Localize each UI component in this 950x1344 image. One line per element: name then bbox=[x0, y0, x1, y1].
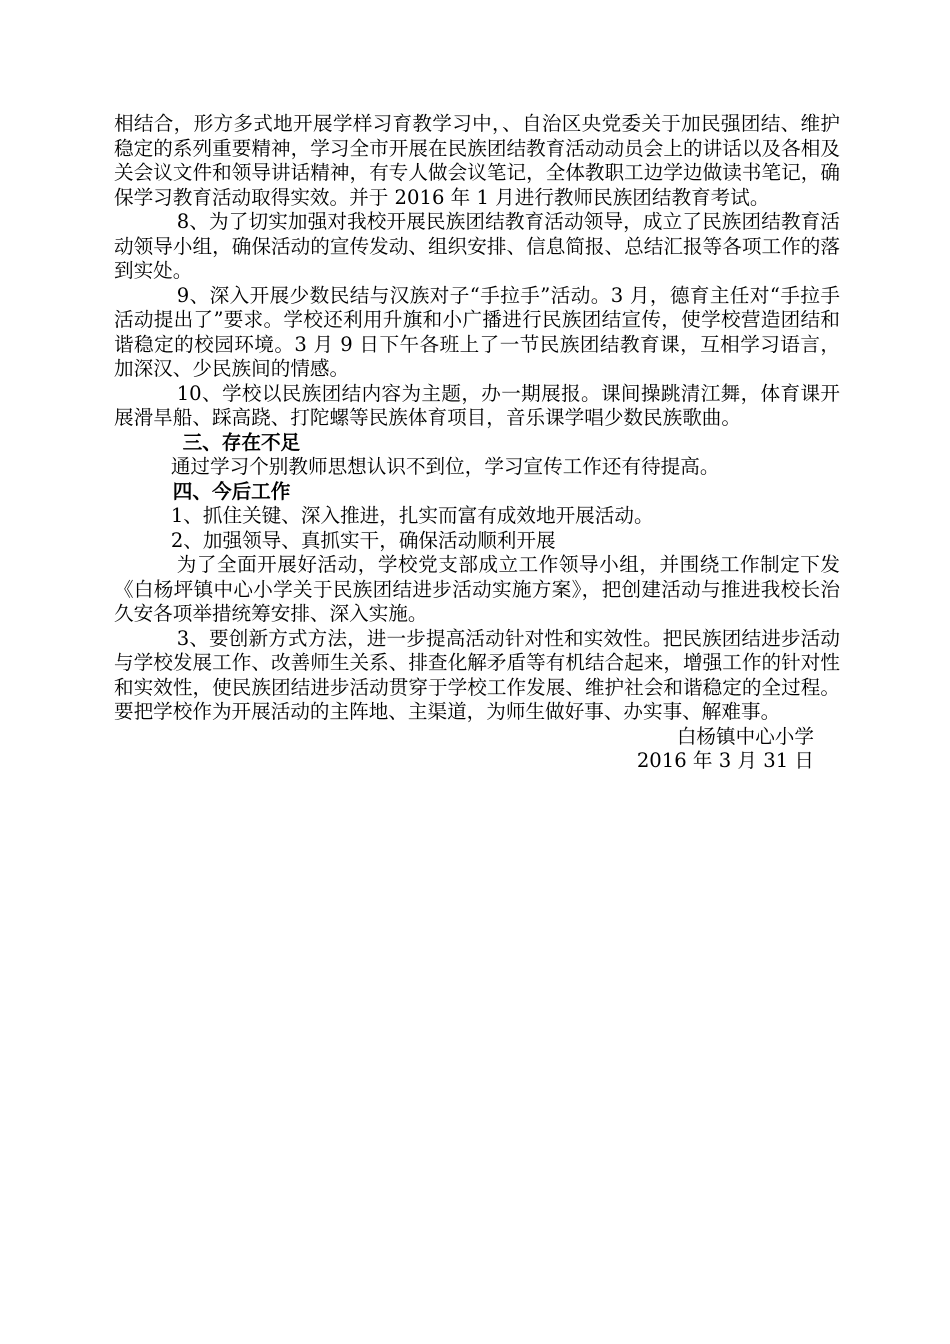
paragraph-future-item-2-detail: 为了全面开展好活动，学校党支部成立工作领导小组，并围绕工作制定下发《白杨坪镇中心小学关于民族团结进步活动实施方案》，把创建活动与推进我校长治久安各项举措统筹安排、深入实施。 bbox=[114, 553, 840, 625]
future-item-1: 1、抓住关键、深入推进，扎实而富有成效地开展活动。 bbox=[170, 504, 654, 527]
paragraph-item-10: 10、学校以民族团结内容为主题，办一期展报。课间操跳清江舞，体育课开展滑旱船、踩高跷、打陀螺等民族体育项目，音乐课学唱少数民族歌曲。 bbox=[114, 381, 840, 429]
signature-date: 2016 年 3 月 31 日 bbox=[636, 749, 814, 772]
signature-organization: 白杨镇中心小学 bbox=[676, 724, 814, 748]
future-item-2: 2、加强领导、真抓实干，确保活动顺利开展 bbox=[170, 528, 556, 552]
paragraph-item-8: 8、为了切实加强对我校开展民族团结教育活动领导，成立了民族团结教育活动领导小组，确保活动的宣传发动、组织安排、信息简报、总结汇报等各项工作的落到实处。 bbox=[114, 210, 840, 282]
document-page bbox=[114, 112, 840, 774]
paragraph-shortcomings: 通过学习个别教师思想认识不到位，学习宣传工作还有待提高。 bbox=[170, 455, 720, 478]
heading-shortcomings: 三、存在不足 bbox=[182, 430, 301, 454]
heading-future-work: 四、今后工作 bbox=[172, 479, 291, 503]
paragraph-item-9: 9、深入开展少数民结与汉族对子“手拉手”活动。3 月，德育主任对“手拉手活动提出了”要求。学校还利用升旗和小广播进行民族团结宣传，使学校营造团结和谐稳定的校园环境。3 月 9 日下午各班上了一节民族团结教育课，互相学习语言，加深汉、少民族间的情感。 bbox=[114, 283, 840, 380]
paragraph-future-item-3: 3、要创新方式方法，进一步提高活动针对性和实效性。把民族团结进步活动与学校发展工作、改善师生关系、排查化解矛盾等有机结合起来，增强工作的针对性和实效性，使民族团结进步活动贯穿于学校工作发展、维护社会和谐稳定的全过程。要把学校作为开展活动的主阵地、主渠道，为师生做好事、办实事、解难事。 bbox=[114, 626, 840, 723]
paragraph-study-summary: 相结合，形方多式地开展学样习育教学习中，、自治区央党委关于加民强团结、维护稳定的系列重要精神，学习全市开展在民族团结教育活动动员会上的讲话以及各相及关会议文件和领导讲话精神，有专人做会议笔记，全体教职工边学边做读书笔记，确保学习教育活动取得实效。并于 2016 年 1 月进行教师民族团结教育考试。 bbox=[114, 112, 840, 209]
